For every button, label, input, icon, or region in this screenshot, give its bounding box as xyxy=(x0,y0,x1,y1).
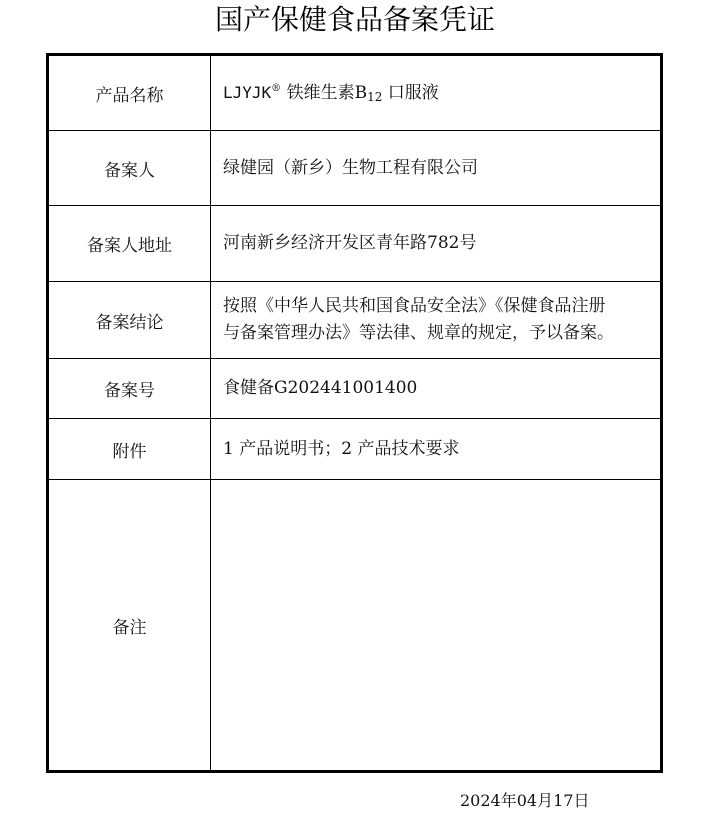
value-attachments: 1 产品说明书；2 产品技术要求 xyxy=(211,419,662,480)
value-filer: 绿健园（新乡）生物工程有限公司 xyxy=(211,131,662,206)
value-filer-address: 河南新乡经济开发区青年路782号 xyxy=(211,206,662,282)
label-attachments: 附件 xyxy=(48,419,211,480)
row-filer xyxy=(48,131,662,206)
label-product-name: 产品名称 xyxy=(48,55,211,131)
value-conclusion xyxy=(211,282,662,359)
conclusion-line-2: 与备案管理办法》等法律、规章的规定，予以备案。 xyxy=(223,323,614,343)
value-product-name xyxy=(211,55,662,131)
value-remarks xyxy=(211,480,662,772)
row-attachments xyxy=(48,419,662,480)
label-filer-address: 备案人地址 xyxy=(48,206,211,282)
value-record-number: 食健备G202441001400 xyxy=(211,359,662,419)
row-product-name xyxy=(48,55,662,131)
row-filer-address xyxy=(48,206,662,282)
label-remarks: 备注 xyxy=(48,480,211,772)
label-filer: 备案人 xyxy=(48,131,211,206)
row-record-number xyxy=(48,359,662,419)
label-record-number: 备案号 xyxy=(48,359,211,419)
registered-mark: ® xyxy=(271,83,282,94)
product-name-part1: 铁维生素B xyxy=(286,83,368,103)
record-table xyxy=(46,53,663,773)
row-remarks xyxy=(48,480,662,772)
issue-date: 2024年04月17日 xyxy=(460,791,590,810)
product-brand: LJYJK xyxy=(223,83,272,102)
product-name-part2: 口服液 xyxy=(387,83,439,103)
conclusion-line-1: 按照《中华人民共和国食品安全法》《保健食品注册 xyxy=(223,296,606,316)
product-name-subscript: 12 xyxy=(367,90,383,104)
document-title: 国产保健食品备案凭证 xyxy=(214,3,495,36)
row-conclusion xyxy=(48,282,662,359)
label-conclusion: 备案结论 xyxy=(48,282,211,359)
